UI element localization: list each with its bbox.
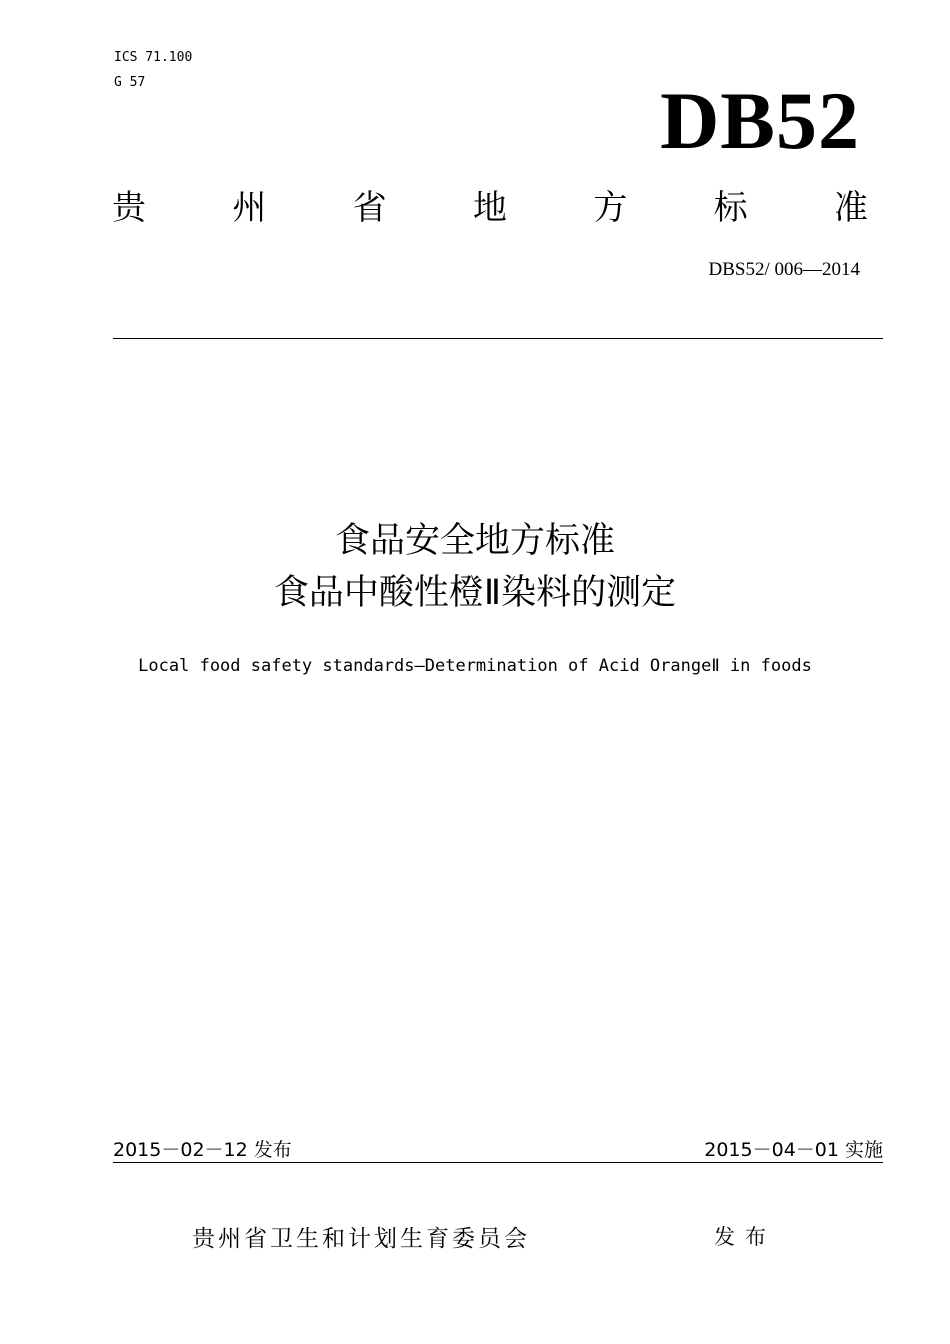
banner-char: 地 (472, 188, 507, 228)
implementation-date: 2015－04－01 实施 (704, 1139, 883, 1161)
issue-date: 2015－02－12 发布 (113, 1139, 292, 1161)
banner-char: 方 (593, 188, 628, 228)
banner-char: 标 (713, 188, 748, 228)
ics-code: ICS 71.100 (114, 50, 193, 65)
issuing-authority: 贵州省卫生和计划生育委员会 (192, 1226, 530, 1252)
title-line-2: 食品中酸性橙Ⅱ染料的测定 (273, 573, 677, 613)
standard-type-banner (112, 186, 868, 230)
english-title: Local food safety standards—Determination of Acid OrangeⅡ in foods (138, 656, 812, 676)
publish-label: 发布 (714, 1225, 776, 1249)
gb-classification-code: G 57 (114, 75, 146, 90)
footer-divider (113, 1162, 883, 1163)
banner-char: 省 (352, 188, 387, 228)
header-divider (113, 338, 883, 339)
banner-char: 州 (232, 188, 267, 228)
title-line-1: 食品安全地方标准 (334, 521, 615, 561)
banner-char: 准 (833, 188, 868, 228)
banner-char: 贵 (112, 188, 146, 228)
standard-logo: DB52 (660, 75, 860, 166)
standard-number: DBS52/ 006—2014 (708, 259, 860, 280)
